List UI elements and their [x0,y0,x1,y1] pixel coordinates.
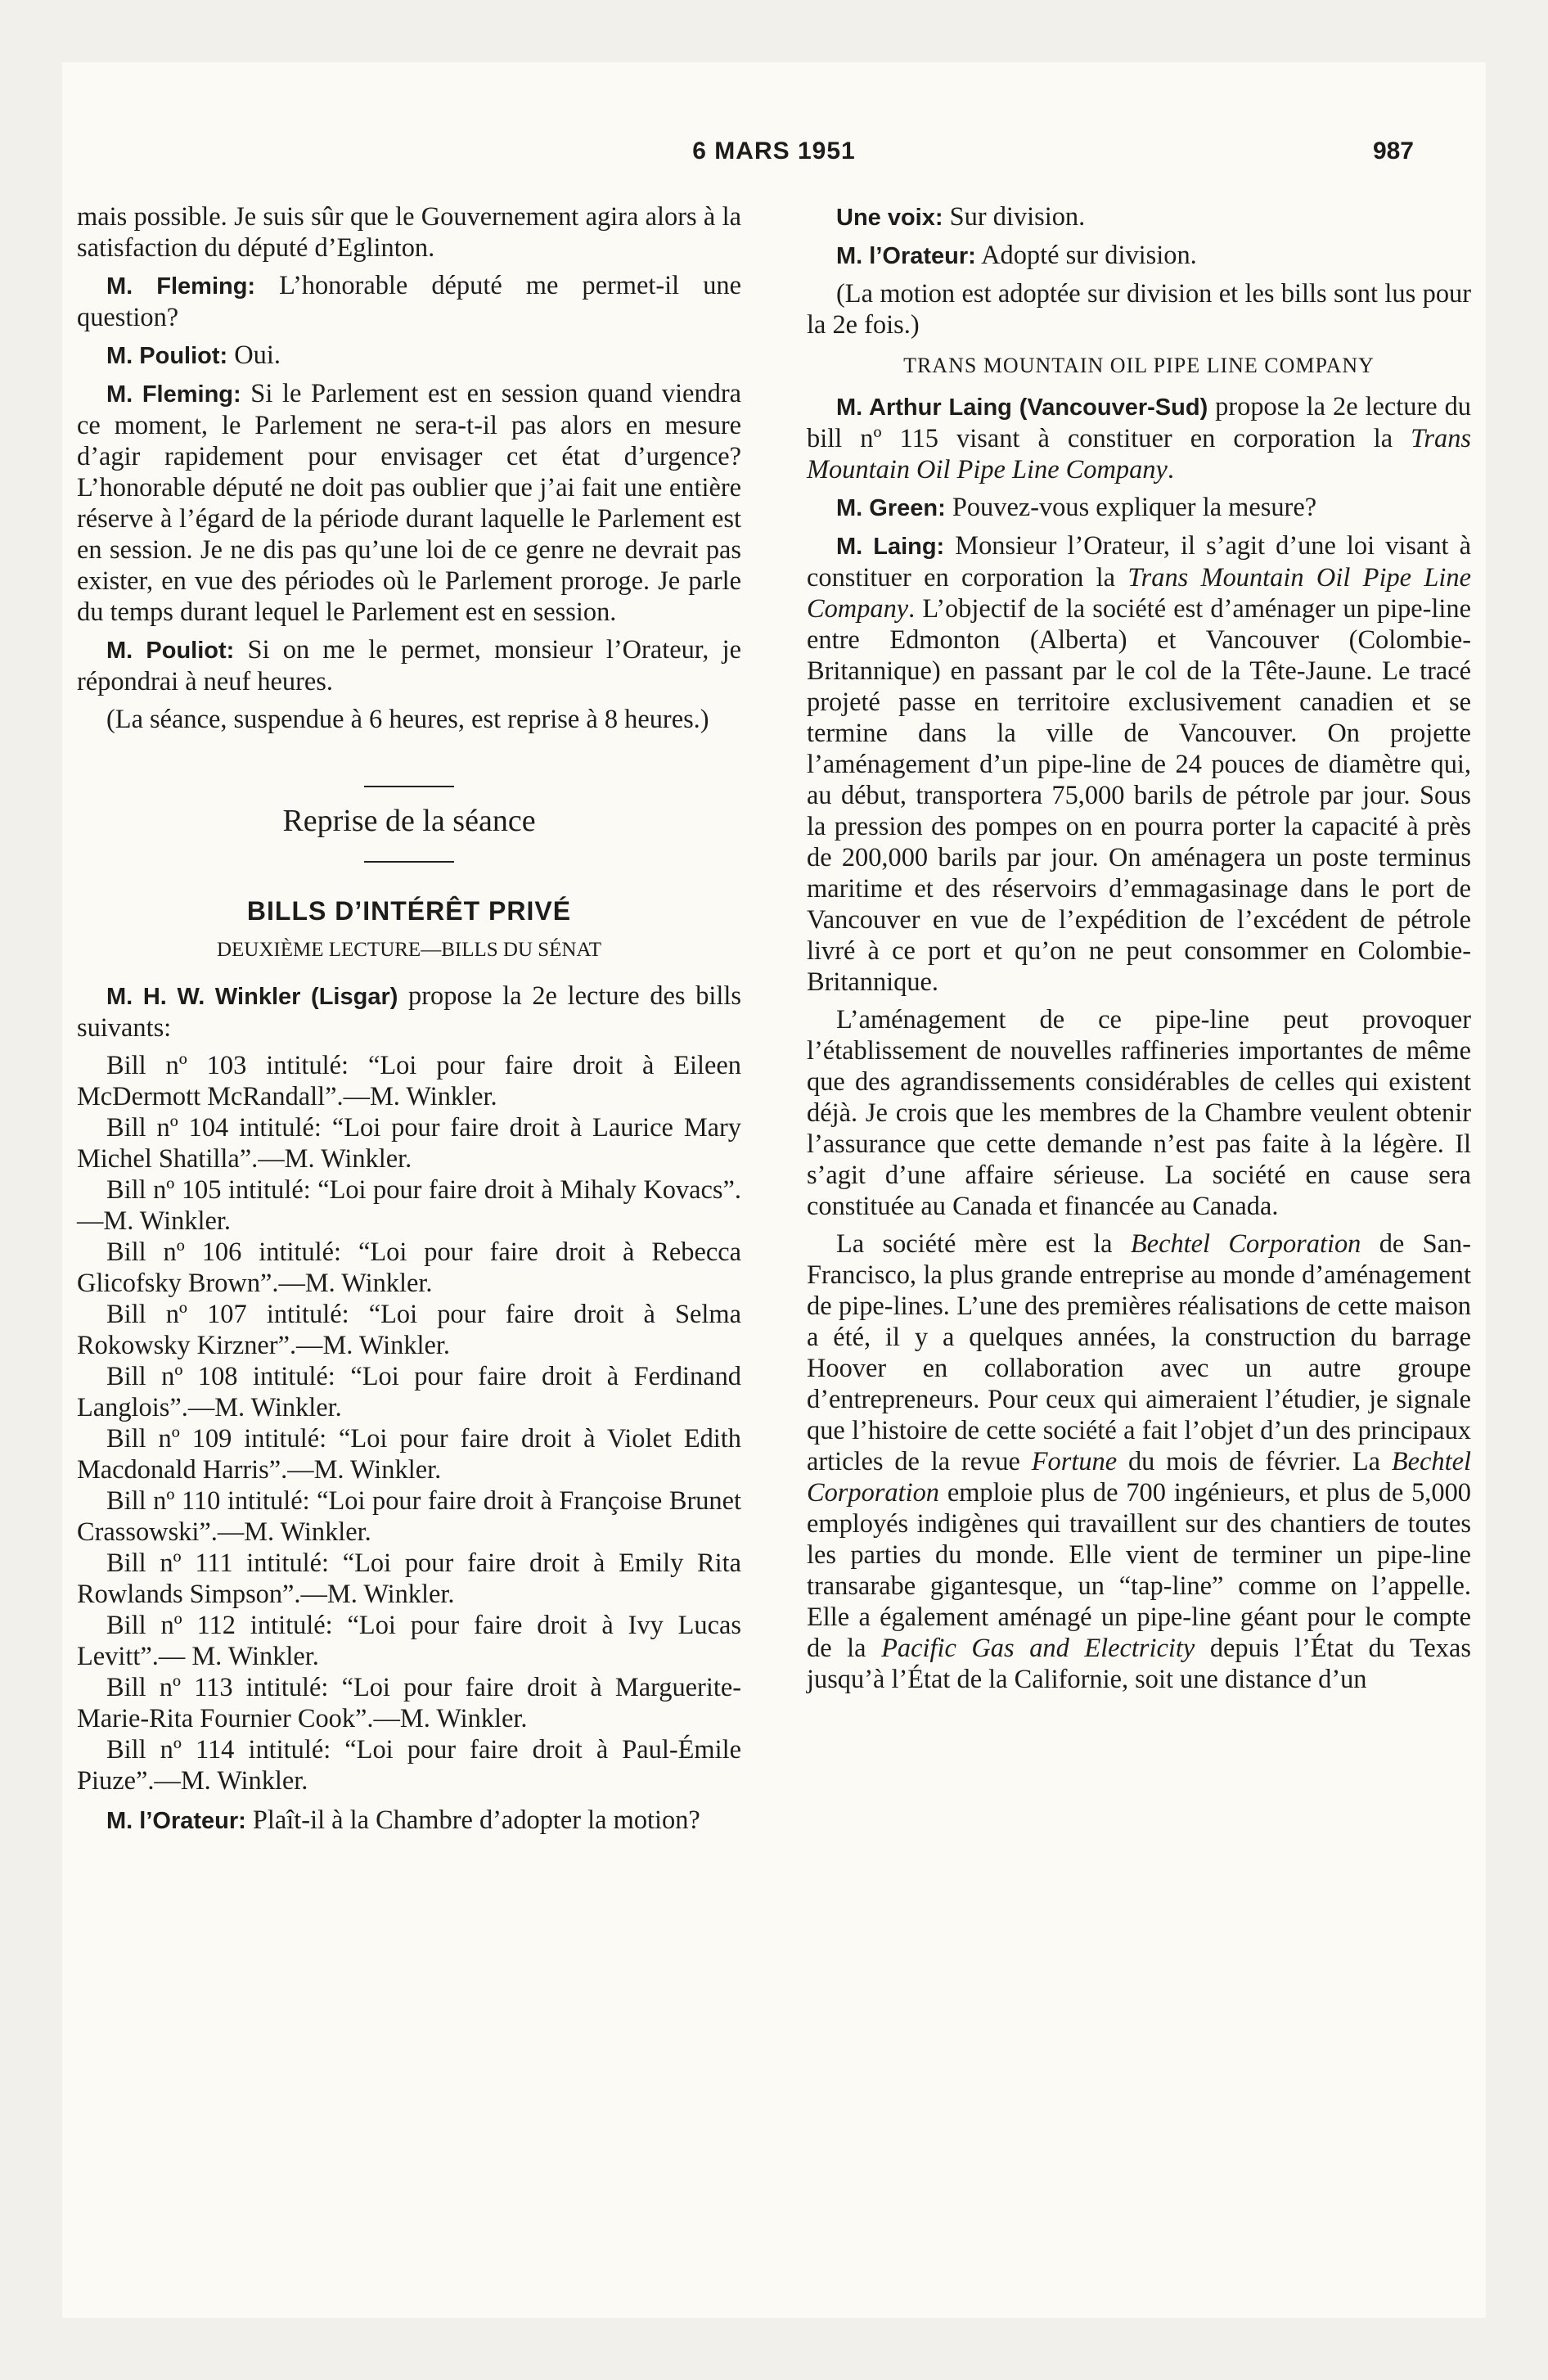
bill-entry: Bill nº 114 intitulé: “Loi pour faire droit à Paul-Émile Piuze”.—M. Winkler. [77,1735,741,1796]
speaker: M. l’Orateur: [106,1808,246,1834]
company-name: Trans Mountain Oil Pipe Line Company [807,424,1471,485]
speech-text: du mois de février. La [1117,1447,1392,1476]
speaker: M. Laing: [836,534,945,560]
bill-entry: Bill nº 107 intitulé: “Loi pour faire droit à Selma Rokowsky Kirzner”.—M. Winkler. [77,1300,741,1360]
bill-entry: Bill nº 113 intitulé: “Loi pour faire droit à Marguerite-Marie-Rita Fournier Cook”.—M. Winkler. [77,1673,741,1733]
paragraph [77,378,741,628]
speaker: M. Pouliot: [106,343,228,369]
paragraph [807,530,1471,998]
page-number: 987 [1372,137,1414,165]
speech-text: . L’objectif de la société est d’aménager un pipe-line entre Edmonton (Alberta) et Vancouver (Colombie-Britannique) en passant par le col de la Tête-Jaune. Le tracé projeté passe en territoire exclusivement canadien et se termine dans la ville de Vancouver. On projette l’aménagement d’un pipe-line de 24 pouces de diamètre qui, au début, transportera 75,000 barils de pétrole par jour. Sous la pression des pompes on en pourra porter la capacité à près de 200,000 barils par jour. On aménagera un poste terminus maritime et des réservoirs d’emmagasinage dans le port de Vancouver en vue de l’expédition de l’excédent de pétrole livré à ce port et qu’on ne peut consommer en Colombie-Britannique. [807,594,1471,997]
speech-text: Si on me le permet, monsieur l’Orateur, je répondrai à neuf heures. [77,635,741,696]
section-heading: TRANS MOUNTAIN OIL PIPE LINE COMPANY [903,354,1375,377]
bill-entry: Bill nº 109 intitulé: “Loi pour faire droit à Violet Edith Macdonald Harris”.—M. Winkler. [77,1424,741,1485]
page-header [62,137,1486,187]
paragraph [807,391,1471,485]
speaker: M. Green: [836,495,946,521]
speech-text: Si le Parlement est en session quand viendra ce moment, le Parlement ne sera-t-il pas alors en mesure d’agir rapidement pour envisager cet état d’urgence? L’honorable député ne doit pas oublier que j’ai fait une entière réserve à l’égard de la période durant laquelle le Parlement est en session. Je ne dis pas qu’une loi de ce genre ne devrait pas exister, en vue des périodes où le Parlement proroge. Je parle du temps durant lequel le Parlement est en session. [77,379,741,627]
magazine-name: Fortune [1031,1447,1118,1476]
bill-entry: Bill nº 104 intitulé: “Loi pour faire droit à Laurice Mary Michel Shatilla”.—M. Winkler. [77,1113,741,1174]
header-date: 6 MARS 1951 [692,137,856,165]
speech-text: L’honorable député me permet-il une question? [77,271,741,332]
speech-text: propose la 2e lecture des bills suivants: [77,981,741,1043]
stage-direction: (La motion est adoptée sur division et les bills sont lus pour la 2e fois.) [807,279,1471,340]
paragraph [77,634,741,697]
paragraph: L’aménagement de ce pipe-line peut provoquer l’établissement de nouvelles raffineries importantes de même que des agrandissements considérables de celles qui existent déjà. Je crois que les membres de la Chambre veulent obtenir l’assurance que cette demande n’est pas faite à la légère. Il s’agit d’une affaire sérieuse. La société en cause sera constituée au Canada et financée au Canada. [807,1005,1471,1221]
bill-entry: Bill nº 108 intitulé: “Loi pour faire droit à Ferdinand Langlois”.—M. Winkler. [77,1362,741,1422]
section-heading: Reprise de la séance [282,804,536,838]
right-column [807,201,1471,1702]
speech-text: Adopté sur division. [975,241,1197,270]
paragraph [77,270,741,333]
speaker: M. Pouliot: [106,638,235,664]
paragraph [77,980,741,1044]
bill-list [77,1050,741,1796]
speech-text: propose la 2e lecture du bill nº 115 visant à constituer en corporation la [807,392,1471,453]
speech-text: La société mère est la [836,1229,1131,1259]
speaker: M. Fleming: [106,273,256,300]
paragraph [807,240,1471,272]
paragraph [807,201,1471,233]
left-column [77,201,741,1843]
company-name: Trans Mountain Oil Pipe Line Company [807,563,1471,624]
bill-entry: Bill nº 106 intitulé: “Loi pour faire droit à Rebecca Glicofsky Brown”.—M. Winkler. [77,1237,741,1298]
speaker: M. Fleming: [106,381,241,408]
paragraph [807,1228,1471,1695]
speech-text: . [1167,455,1174,485]
speech-text: de San-Francisco, la plus grande entreprise au monde d’aménagement de pipe-lines. L’une des premières réalisations de cette maison a été, il y a quelques années, la construction du barrage Hoover en collaboration avec un autre groupe d’entrepreneurs. Pour ceux qui aimeraient l’étudier, je signale que l’histoire de cette société a fait l’objet d’un des principaux articles de la revue [807,1229,1472,1476]
company-name: Pacific Gas and Electricity [881,1634,1195,1663]
bill-entry: Bill nº 112 intitulé: “Loi pour faire droit à Ivy Lucas Levitt”.— M. Winkler. [77,1611,741,1671]
divider [364,861,454,863]
speech-text: Monsieur l’Orateur, il s’agit d’une loi visant à constituer en corporation la [807,531,1471,593]
paragraph: mais possible. Je suis sûr que le Gouvernement agira alors à la satisfaction du député d’Eglinton. [77,202,741,263]
speech-text: Oui. [227,340,281,370]
speaker: Une voix: [836,205,943,231]
paragraph [807,492,1471,524]
speech-text: depuis l’État du Texas jusqu’à l’État de la Californie, soit une distance d’un [807,1634,1471,1694]
company-name: Bechtel Corporation [1130,1229,1361,1259]
speech-text: emploie plus de 700 ingénieurs, et plus de 5,000 employés indigènes qui travaillent sur des chantiers de toutes les parties du monde. Elle vient de terminer un pipe-line transarabe gigantesque, un “tap-line” comme on l’appelle. Elle a également aménagé un pipe-line géant pour le compte de la [807,1478,1471,1663]
speech-text: Sur division. [943,202,1086,232]
paragraph [77,340,741,372]
company-name: Bechtel Corporation [807,1447,1471,1508]
speaker: M. H. W. Winkler (Lisgar) [106,984,398,1010]
speech-text: Plaît-il à la Chambre d’adopter la motion? [245,1805,700,1835]
bill-entry: Bill nº 105 intitulé: “Loi pour faire droit à Mihaly Kovacs”.—M. Winkler. [77,1175,741,1236]
paragraph [77,1805,741,1837]
bills-heading: BILLS D’INTÉRÊT PRIVÉ [246,896,572,926]
page [62,62,1486,2318]
bill-entry: Bill nº 103 intitulé: “Loi pour faire droit à Eileen McDermott McRandall”.—M. Winkler. [77,1051,741,1111]
bill-entry: Bill nº 110 intitulé: “Loi pour faire droit à Françoise Brunet Crassowski”.—M. Winkler. [77,1486,741,1547]
divider [364,786,454,787]
bill-entry: Bill nº 111 intitulé: “Loi pour faire droit à Emily Rita Rowlands Simpson”.—M. Winkler. [77,1548,741,1609]
speaker: M. l’Orateur: [836,243,976,269]
stage-direction: (La séance, suspendue à 6 heures, est reprise à 8 heures.) [106,705,709,734]
speaker: M. Arthur Laing (Vancouver-Sud) [836,394,1208,421]
speech-text: Pouvez-vous expliquer la mesure? [945,493,1317,522]
bills-subheading: DEUXIÈME LECTURE—BILLS DU SÉNAT [216,939,602,961]
